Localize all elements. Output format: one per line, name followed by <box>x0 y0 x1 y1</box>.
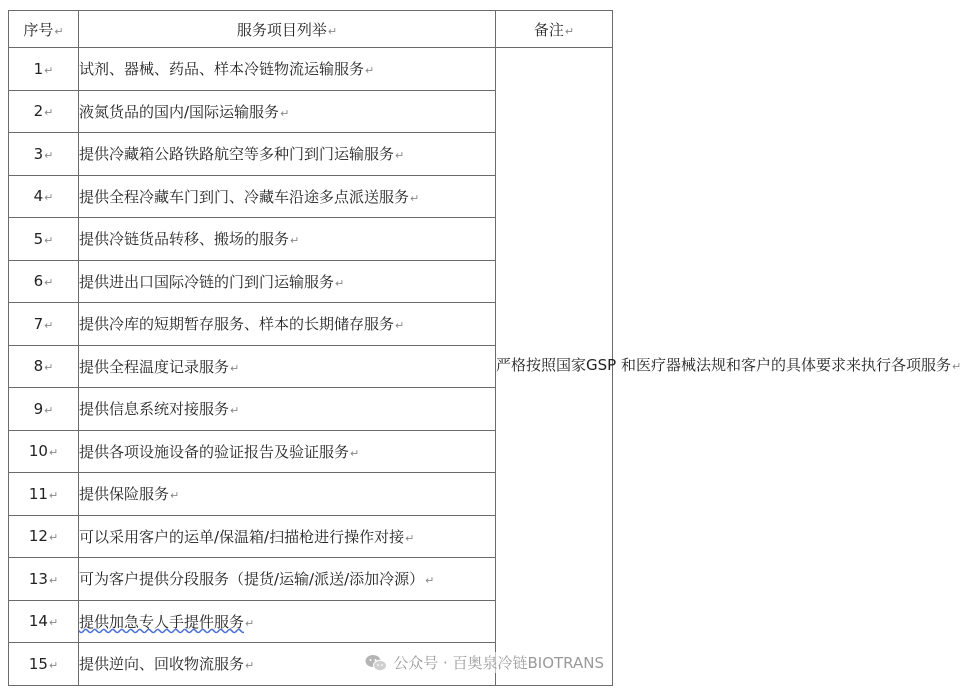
table-row <box>9 48 613 91</box>
row-number: 2↵ <box>9 90 79 133</box>
row-number: 10↵ <box>9 430 79 473</box>
service-item: 提供全程温度记录服务↵ <box>79 345 496 388</box>
service-item: 提供冷库的短期暂存服务、样本的长期储存服务↵ <box>79 303 496 346</box>
service-item: 提供各项设施设备的验证报告及验证服务↵ <box>79 430 496 473</box>
watermark-text: 公众号 · 百奥泉冷链BIOTRANS <box>393 654 604 672</box>
service-item: 提供全程冷藏车门到门、冷藏车沿途多点派送服务↵ <box>79 175 496 218</box>
service-item: 提供逆向、回收物流服务↵ <box>79 643 496 686</box>
wechat-icon <box>365 654 387 672</box>
row-number: 1↵ <box>9 48 79 91</box>
row-number: 5↵ <box>9 218 79 261</box>
service-item: 可为客户提供分段服务（提货/运输/派送/添加冷源）↵ <box>79 558 496 601</box>
service-item: 提供加急专人手提件服务↵ <box>79 600 496 643</box>
header-row <box>9 11 613 48</box>
watermark <box>365 652 604 673</box>
service-item: 提供进出口国际冷链的门到门运输服务↵ <box>79 260 496 303</box>
service-item: 可以采用客户的运单/保温箱/扫描枪进行操作对接↵ <box>79 515 496 558</box>
header-no: 序号↵ <box>9 11 79 48</box>
service-item: 提供保险服务↵ <box>79 473 496 516</box>
row-number: 11↵ <box>9 473 79 516</box>
services-table <box>8 10 961 686</box>
remark-cell: 严格按照国家GSP 和医疗器械法规和客户的具体要求来执行各项服务↵ <box>496 48 613 686</box>
row-number: 13↵ <box>9 558 79 601</box>
row-number: 8↵ <box>9 345 79 388</box>
row-number: 7↵ <box>9 303 79 346</box>
row-number: 12↵ <box>9 515 79 558</box>
service-item: 试剂、器械、药品、样本冷链物流运输服务↵ <box>79 48 496 91</box>
row-number: 6↵ <box>9 260 79 303</box>
service-item: 提供信息系统对接服务↵ <box>79 388 496 431</box>
row-number: 15↵ <box>9 643 79 686</box>
row-number: 14↵ <box>9 600 79 643</box>
service-item: 提供冷藏箱公路铁路航空等多种门到门运输服务↵ <box>79 133 496 176</box>
service-item: 提供冷链货品转移、搬场的服务↵ <box>79 218 496 261</box>
service-item: 液氮货品的国内/国际运输服务↵ <box>79 90 496 133</box>
row-number: 4↵ <box>9 175 79 218</box>
header-remark: 备注↵ <box>496 11 613 48</box>
header-items: 服务项目列举↵ <box>79 11 496 48</box>
row-number: 3↵ <box>9 133 79 176</box>
row-number: 9↵ <box>9 388 79 431</box>
